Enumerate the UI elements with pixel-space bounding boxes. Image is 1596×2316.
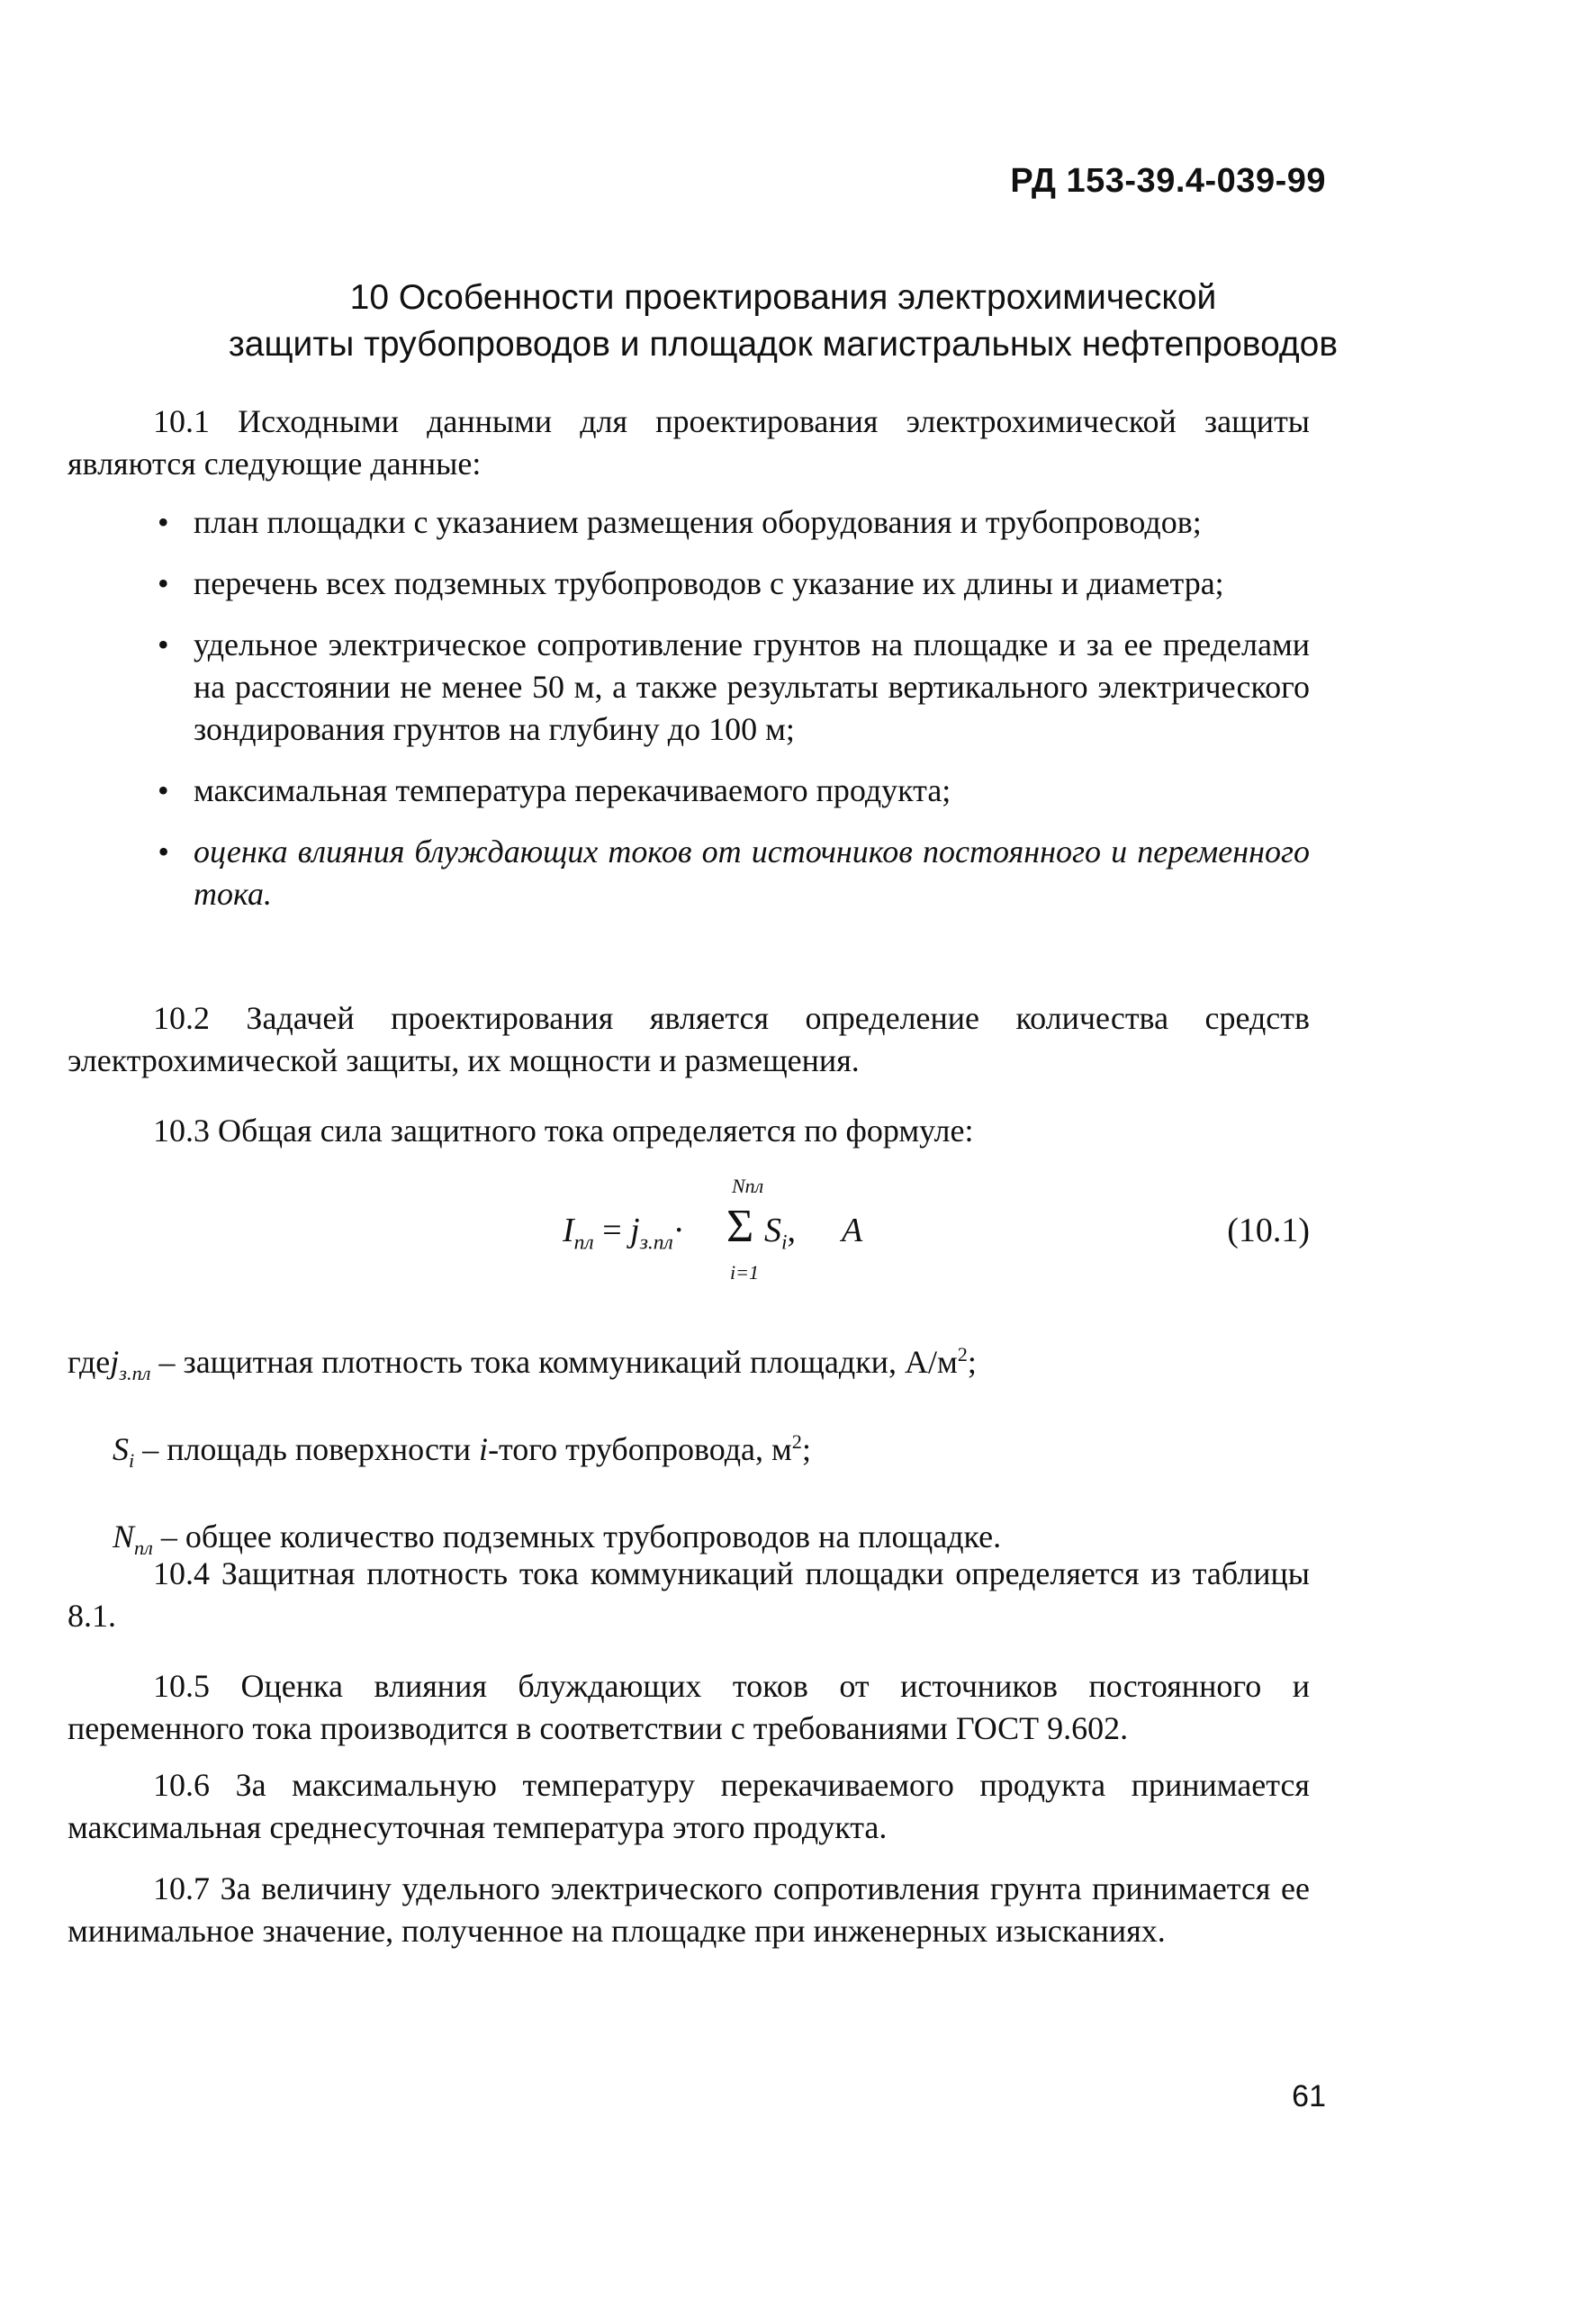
paragraph-10-6: 10.6 За максимальную температуру перекачиваемого продукта принимается максимальная среднесуточная температура этого продукта.	[68, 1767, 1310, 1845]
list-item: • план площадки с указанием размещения оборудования и трубопроводов;	[68, 501, 1310, 544]
section-heading	[108, 275, 1458, 368]
list-item: • перечень всех подземных трубопроводов с указание их длины и диаметра;	[68, 563, 1310, 605]
equation-number: (10.1)	[1227, 1212, 1310, 1249]
input-data-list	[68, 501, 1310, 915]
document-code: РД 153-39.4-039-99	[1010, 162, 1326, 200]
formula-expression: $I_{пл} = j_{з.пл}\cdot$ Nпл Σ i=1 $S_i$, А	[563, 1175, 863, 1284]
sum-symbol: Σ	[726, 1201, 754, 1252]
formula-unit: А	[842, 1212, 863, 1249]
list-item: • оценка влияния блуждающих токов от источников постоянного и переменного тока.	[68, 831, 1310, 915]
definition-n: $N_{пл}$ – общее количество подземных трубопроводов на площадке.	[113, 1518, 1002, 1560]
formula-10-1	[68, 1157, 1310, 1301]
sum-lower-limit: i=1	[730, 1261, 759, 1284]
list-item: • максимальная температура перекачиваемого продукта;	[68, 770, 1310, 812]
section-heading-line2: защиты трубопроводов и площадок магистральных нефтепроводов	[228, 325, 1339, 364]
definition-j: гдеj$_{з.пл}$ – защитная плотность тока коммуникаций площадки, $А/м^2$;	[68, 1343, 977, 1385]
paragraph-10-1-block	[68, 401, 1310, 934]
paragraph-10-5: 10.5 Оценка влияния блуждающих токов от источников постоянного и переменного тока производится в соответствии с требованиями ГОСТ 9.602.	[68, 1668, 1310, 1746]
paragraph-10-3: 10.3 Общая сила защитного тока определяется по формуле:	[153, 1113, 974, 1149]
paragraph-10-4: 10.4 Защитная плотность тока коммуникаций площадки определяется из таблицы 8.1.	[68, 1555, 1310, 1634]
sum-upper-limit: Nпл	[732, 1175, 764, 1197]
paragraph-10-7: 10.7 За величину удельного электрического сопротивления грунта принимается ее минимальное значение, полученное на площадке при инженерных изысканиях.	[68, 1870, 1310, 1949]
definition-s: $S_i$ – площадь поверхности i-того трубопровода, $м^2$;	[113, 1430, 811, 1473]
section-heading-line1: 10 Особенности проектирования электрохимической	[349, 278, 1217, 317]
page-number: 61	[1292, 2079, 1326, 2113]
paragraph-10-1: 10.1 Исходными данными для проектирования электрохимической защиты являются следующие данные:	[68, 403, 1310, 482]
paragraph-10-2: 10.2 Задачей проектирования является определение количества средств электрохимической защиты, их мощности и размещения.	[68, 1000, 1310, 1078]
list-item: • удельное электрическое сопротивление грунтов на площадке и за ее пределами на расстоянии не менее 50 м, а также результаты вертикального электрического зондирования грунтов на глубину до 100 м;	[68, 624, 1310, 751]
